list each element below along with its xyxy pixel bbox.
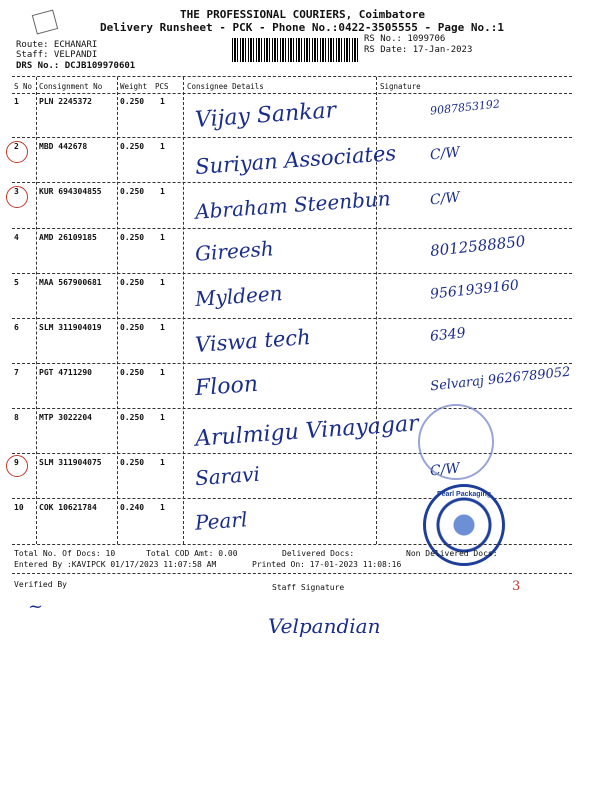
header-sno: S No: [14, 82, 33, 91]
staff-label: Staff: VELPANDI: [16, 50, 98, 60]
row-pcs: 1: [160, 368, 165, 377]
row-pcs: 1: [160, 97, 165, 106]
row-divider: [12, 408, 572, 409]
row-consignee-name: Abraham Steenbun: [194, 186, 392, 224]
row-sno: 9: [14, 458, 19, 467]
row-weight: 0.250: [120, 97, 145, 106]
document-subtitle: Delivery Runsheet - PCK - Phone No.:0422-3505555 - Page No.:1: [100, 21, 504, 34]
row-sno: 2: [14, 142, 19, 151]
row-divider: [12, 363, 572, 364]
row-divider: [12, 182, 572, 183]
row-consignee-name: Suriyan Associates: [194, 141, 397, 179]
row-consignee-name: Vijay Sankar: [194, 98, 337, 133]
row-sno: 1: [14, 97, 19, 106]
verified-by: Verified By: [14, 580, 67, 589]
row-signature: C/W: [429, 460, 461, 480]
row-consignment-no: SLM 311904075: [39, 458, 102, 467]
row-weight: 0.250: [120, 413, 145, 422]
row-weight: 0.240: [120, 503, 145, 512]
row-sno: 7: [14, 368, 19, 377]
row-weight: 0.250: [120, 187, 145, 196]
row-divider: [12, 318, 572, 319]
row-pcs: 1: [160, 413, 165, 422]
row-divider: [12, 228, 572, 229]
row-consignee-name: Arulmigu Vinayagar: [194, 411, 420, 452]
row-signature: C/W: [429, 144, 461, 164]
row-pcs: 1: [160, 323, 165, 332]
row-consignee-name: Gireesh: [194, 236, 275, 266]
row-signature: Selvaraj 9626789052: [429, 364, 572, 395]
row-signature: 9087853192: [429, 97, 501, 118]
row-signature: 6349: [429, 325, 467, 345]
col-divider: [36, 77, 37, 544]
row-weight: 0.250: [120, 323, 145, 332]
row-sno: 3: [14, 187, 19, 196]
row-sno: 8: [14, 413, 19, 422]
row-weight: 0.250: [120, 368, 145, 377]
row-signature: 9561939160: [429, 277, 520, 303]
header-weight: Weight: [120, 82, 148, 91]
total-cod: Total COD Amt: 0.00: [146, 549, 238, 558]
drs-number: DRS No.: DCJB109970601: [16, 61, 136, 71]
row-consignment-no: AMD 26109185: [39, 233, 97, 242]
row-consignment-no: MAA 567900681: [39, 278, 102, 287]
verified-signature: ~: [28, 596, 44, 617]
row-consignment-no: KUR 694304855: [39, 187, 102, 196]
seal-stamp: [418, 404, 494, 480]
row-pcs: 1: [160, 187, 165, 196]
total-docs: Total No. Of Docs: 10: [14, 549, 116, 558]
header-bottom-rule: [12, 93, 572, 94]
col-divider: [117, 77, 118, 544]
delivered-docs: Delivered Docs:: [282, 549, 355, 558]
row-signature: C/W: [429, 189, 461, 209]
row-consignment-no: PGT 4711290: [39, 368, 92, 377]
document-title: THE PROFESSIONAL COURIERS, Coimbatore: [180, 8, 426, 21]
row-consignment-no: MTP 3022204: [39, 413, 92, 422]
logo-icon: [32, 9, 58, 34]
footer-bottom-rule: [12, 573, 572, 574]
row-pcs: 1: [160, 458, 165, 467]
row-consignee-name: Saravi: [194, 461, 261, 491]
stamp-text: Pearl Packaging: [436, 491, 492, 498]
row-weight: 0.250: [120, 458, 145, 467]
row-weight: 0.250: [120, 142, 145, 151]
row-sno: 4: [14, 233, 19, 242]
barcode: [232, 38, 358, 62]
row-consignee-name: Myldeen: [194, 280, 284, 312]
mark-circle: [6, 186, 28, 208]
footer-top-rule: [12, 544, 572, 545]
printed-on: Printed On: 17-01-2023 11:08:16: [252, 560, 402, 569]
entered-by: Entered By :KAVIPCK 01/17/2023 11:07:58 AM: [14, 560, 217, 569]
row-sno: 10: [14, 503, 24, 512]
rs-date: RS Date: 17-Jan-2023: [364, 45, 473, 55]
row-consignee-name: Floon: [194, 371, 259, 402]
row-pcs: 1: [160, 142, 165, 151]
header-consignment: Consignment No: [39, 82, 103, 91]
row-pcs: 1: [160, 503, 165, 512]
mark-circle: [6, 141, 28, 163]
row-consignee-name: Pearl: [194, 507, 249, 535]
row-consignment-no: COK 10621784: [39, 503, 97, 512]
row-pcs: 1: [160, 233, 165, 242]
page-mark: 3: [512, 579, 521, 594]
header-consignee: Consignee Details: [187, 82, 264, 91]
row-signature: 8012588850: [429, 232, 527, 260]
row-pcs: 1: [160, 278, 165, 287]
non-delivered-docs: Non Delivered Docs:: [406, 549, 498, 558]
col-divider: [183, 77, 184, 544]
staff-signature-label: Staff Signature: [272, 583, 345, 592]
row-divider: [12, 137, 572, 138]
staff-signature-hand: Velpandian: [268, 614, 381, 638]
row-weight: 0.250: [120, 278, 145, 287]
row-weight: 0.250: [120, 233, 145, 242]
header-pcs: PCS: [155, 82, 169, 91]
row-consignee-name: Viswa tech: [194, 324, 312, 358]
row-consignment-no: SLM 311904019: [39, 323, 102, 332]
row-sno: 6: [14, 323, 19, 332]
mark-circle: [6, 455, 28, 477]
header-top-rule: [12, 76, 572, 77]
route-label: Route: ECHANARI: [16, 40, 98, 50]
row-consignment-no: PLN 2245372: [39, 97, 92, 106]
row-divider: [12, 273, 572, 274]
row-sno: 5: [14, 278, 19, 287]
row-consignment-no: MBD 442678: [39, 142, 88, 151]
header-signature: Signature: [380, 82, 421, 91]
rs-number: RS No.: 1099706: [364, 34, 446, 44]
